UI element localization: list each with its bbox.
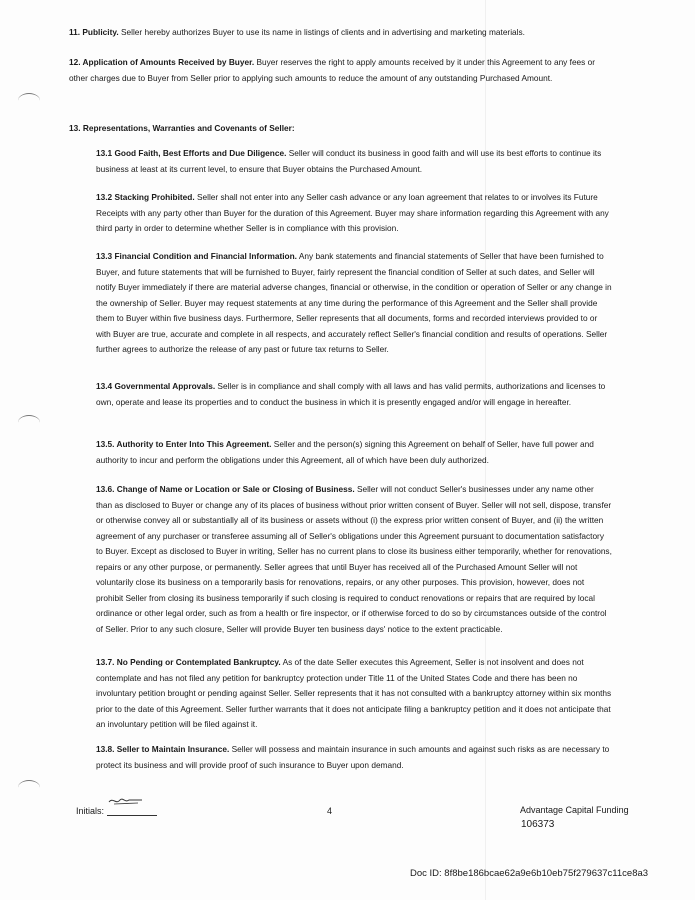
section-11 bbox=[69, 25, 609, 41]
subsection-text: Seller shall not enter into any Seller cash advance or any loan agreement that relates to or involves its Future Receipts with any party other than Buyer for the duration of this Agreement. Buyer may share information regarding this Agreement with any third party in order to determine whether Seller is in compliance with this provision. bbox=[96, 192, 609, 233]
subsection-13-1 bbox=[96, 146, 612, 177]
subsection-text: Seller is in compliance and shall comply with all laws and has valid permits, authorizations and licenses to own, operate and lease its properties and to conduct the business in which it is presently engaged and/or will engage in hereafter. bbox=[96, 381, 606, 407]
subsection-heading: 13.3 Financial Condition and Financial Information. bbox=[96, 251, 297, 261]
subsection-heading: 13.5. Authority to Enter Into This Agreement. bbox=[96, 439, 272, 449]
subsection-13-2 bbox=[96, 190, 612, 237]
initials-line bbox=[107, 815, 157, 816]
subsection-text: As of the date Seller executes this Agreement, Seller is not insolvent and does not contemplate and has not filed any petition for bankruptcy protection under Title 11 of the United States Code and there has been no involuntary petition brought or pending against Seller. Seller represents that it has not consulted with a bankruptcy attorney within six months prior to the date of this Agreement. Seller further warrants that it does not anticipate filing a bankruptcy petition and it does not anticipate that an involuntary petition will be filed against it. bbox=[96, 657, 612, 729]
section-12 bbox=[69, 55, 609, 86]
subsection-text: Seller will conduct its business in good faith and will use its best efforts to continue its business at least at its current level, to ensure that Buyer obtains the Purchased Amount. bbox=[96, 148, 602, 174]
doc-id: Doc ID: 8f8be186bcae62a9e6b10eb75f279637c11ce8a3 bbox=[410, 868, 649, 879]
initials-field bbox=[76, 806, 157, 816]
section-13 bbox=[69, 121, 609, 137]
subsection-heading: 13.1 Good Faith, Best Efforts and Due Diligence. bbox=[96, 148, 287, 158]
subsection-text: Seller will not conduct Seller's businesses under any name other than as disclosed to Buyer or change any of its places of business without prior written consent of Buyer. Seller will not sell, dispose, transfer or otherwise convey all or substantially all of its business or assets without (i) the express prior written consent of Buyer, and (ii) the written agreement of any purchaser or transferee assuming all of Seller's obligations under this Agreement pursuant to documentation satisfactory to Buyer. Except as disclosed to Buyer in writing, Seller has no current plans to close its business either temporarily, whether for renovations, repairs or any other purpose, or permanently. Seller agrees that until Buyer has received all of the Purchased Amount Seller will not voluntarily close its business on a temporarily basis for renovations, repairs, or any other purposes. This provision, however, does not prohibit Seller from closing its business temporarily if such closing is required to conduct renovations or repairs that are required by local ordinance or other legal order, such as from a health or fire inspector, or if otherwise forced to do so by circumstances outside of the control of Seller. Prior to any such closure, Seller will provide Buyer ten business days' notice to the extent practicable. bbox=[96, 484, 612, 634]
subsection-heading: 13.2 Stacking Prohibited. bbox=[96, 192, 195, 202]
reference-number: 106373 bbox=[521, 819, 555, 830]
subsection-13-6 bbox=[96, 482, 612, 637]
section-heading: 13. Representations, Warranties and Covenants of Seller: bbox=[69, 123, 295, 133]
subsection-heading: 13.7. No Pending or Contemplated Bankruptcy. bbox=[96, 657, 281, 667]
page-number: 4 bbox=[327, 806, 333, 816]
subsection-heading: 13.8. Seller to Maintain Insurance. bbox=[96, 744, 230, 754]
subsection-heading: 13.6. Change of Name or Location or Sale or Closing of Business. bbox=[96, 484, 355, 494]
punch-hole-mark bbox=[18, 93, 40, 108]
subsection-13-5 bbox=[96, 437, 612, 468]
subsection-heading: 13.4 Governmental Approvals. bbox=[96, 381, 216, 391]
punch-hole-mark bbox=[18, 780, 40, 795]
section-heading: 11. Publicity. bbox=[69, 27, 119, 37]
subsection-13-7 bbox=[96, 655, 612, 733]
section-heading: 12. Application of Amounts Received by Buyer. bbox=[69, 57, 255, 67]
company-name: Advantage Capital Funding bbox=[520, 805, 629, 815]
subsection-text: Seller will possess and maintain insurance in such amounts and against such risks as are necessary to protect its business and will provide proof of such insurance to Buyer upon demand. bbox=[96, 744, 610, 770]
subsection-text: Seller and the person(s) signing this Agreement on behalf of Seller, have full power and authority to incur and perform the obligations under this Agreement, all of which have been duly authorized. bbox=[96, 439, 594, 465]
punch-hole-mark bbox=[18, 415, 40, 430]
subsection-13-8 bbox=[96, 742, 612, 773]
section-text: Buyer reserves the right to apply amounts received by it under this Agreement to any fees or other charges due to Buyer from Seller prior to applying such amounts to reduce the amount of any outstanding Purchased Amount. bbox=[69, 57, 595, 83]
section-text: Seller hereby authorizes Buyer to use its name in listings of clients and in advertising and marketing materials. bbox=[118, 27, 525, 37]
subsection-text: Any bank statements and financial statements of Seller that have been furnished to Buyer, and future statements that will be furnished to Buyer, fairly represent the financial condition of Seller at such dates, and Seller will notify Buyer immediately if there are material adverse changes, financial or otherwise, in the condition or operation of Seller or any change in the ownership of Seller. Buyer may request statements at any time during the performance of this Agreement and the Seller shall provide them to Buyer within five business days. Furthermore, Seller represents that all documents, forms and recorded interviews provided to or with Buyer are true, accurate and complete in all respects, and accurately reflect Seller's financial condition and results of operations. Seller further agrees to authorize the release of any past or future tax returns to Seller. bbox=[96, 251, 612, 354]
subsection-13-3 bbox=[96, 249, 612, 358]
subsection-13-4 bbox=[96, 379, 612, 410]
initials-label: Initials: bbox=[76, 806, 105, 816]
